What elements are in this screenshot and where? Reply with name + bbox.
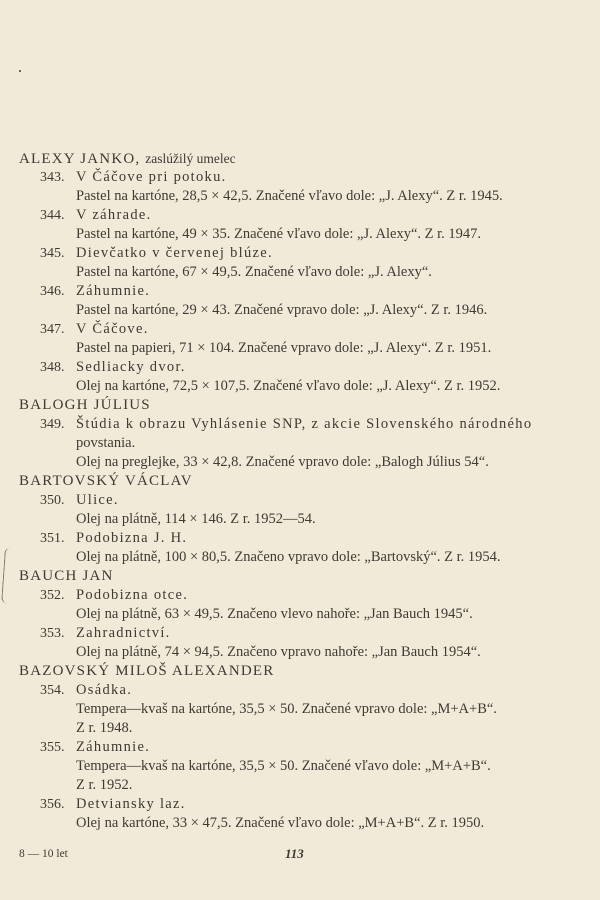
artist-heading: BALOGH JÚLIUS	[19, 397, 151, 413]
artist-heading: BARTOVSKÝ VÁCLAV	[19, 473, 193, 489]
catalog-entry: 347. V Čáčove. Pastel na papieri, 71 × 104. Značené vpravo dole: „J. Alexy“. Z r. 1951.	[40, 321, 492, 356]
catalog-entry: 345. Dievčatko v červenej blúze. Pastel na kartóne, 67 × 49,5. Značené vľavo dole: „J. Alexy“.	[40, 245, 432, 280]
catalog-entry: 356. Detviansky laz. Olej na kartóne, 33 × 47,5. Značené vľavo dole: „M+A+B“. Z r. 1950.	[40, 796, 485, 831]
catalog-entry: 348. Sedliacky dvor. Olej na kartóne, 72,5 × 107,5. Značené vľavo dole: „J. Alexy“. Z r. 1952.	[40, 359, 501, 394]
page-number: 113	[285, 846, 304, 861]
catalog-entry: 353. Zahradnictví. Olej na plátně, 74 × 94,5. Značeno vpravo nahoře: „Jan Bauch 1954“.	[40, 625, 481, 660]
catalog-entry: 349. Štúdia k obrazu Vyhlásenie SNP, z akcie Slovenského národného povstania. Olej na preglejke, 33 × 42,8. Značené vpravo dole: „Balogh Július 54“.	[40, 416, 533, 470]
artist-heading: BAZOVSKÝ MILOŠ ALEXANDER	[19, 663, 275, 679]
catalog-entry: 351. Podobizna J. H. Olej na plátně, 100 × 80,5. Značeno vpravo dole: „Bartovský“. Z r. 1954.	[40, 530, 501, 565]
catalog-entry: 352. Podobizna otce. Olej na plátně, 63 × 49,5. Značeno vlevo nahoře: „Jan Bauch 1945“.	[40, 587, 473, 622]
artist-heading: BAUCH JAN	[19, 568, 114, 584]
catalog-entry: 343. V Čáčove pri potoku. Pastel na kartóne, 28,5 × 42,5. Značené vľavo dole: „J. Alexy“. Z r. 1945.	[40, 169, 503, 204]
catalog-entry: 350. Ulice. Olej na plátně, 114 × 146. Z r. 1952—54.	[40, 492, 316, 527]
catalog-entry: 344. V záhrade. Pastel na kartóne, 49 × 35. Značené vľavo dole: „J. Alexy“. Z r. 1947.	[40, 207, 482, 242]
pencil-margin-mark	[1, 548, 12, 604]
catalog-page	[19, 149, 569, 833]
signature-mark: 8 — 10 let	[19, 848, 68, 860]
catalog-entry: 346. Záhumnie. Pastel na kartóne, 29 × 43. Značené vpravo dole: „J. Alexy“. Z r. 1946.	[40, 283, 488, 318]
catalog-entry: 354. Osádka. Tempera—kvaš na kartóne, 35,5 × 50. Značené vpravo dole: „M+A+B“. Z r. 1948.	[40, 682, 497, 736]
paper-speck	[19, 70, 21, 72]
catalog-entry: 355. Záhumnie. Tempera—kvaš na kartóne, 35,5 × 50. Značené vľavo dole: „M+A+B“. Z r. 1952.	[40, 739, 491, 793]
artist-heading: ALEXY JANKO, zaslúžilý umelec	[19, 151, 236, 167]
